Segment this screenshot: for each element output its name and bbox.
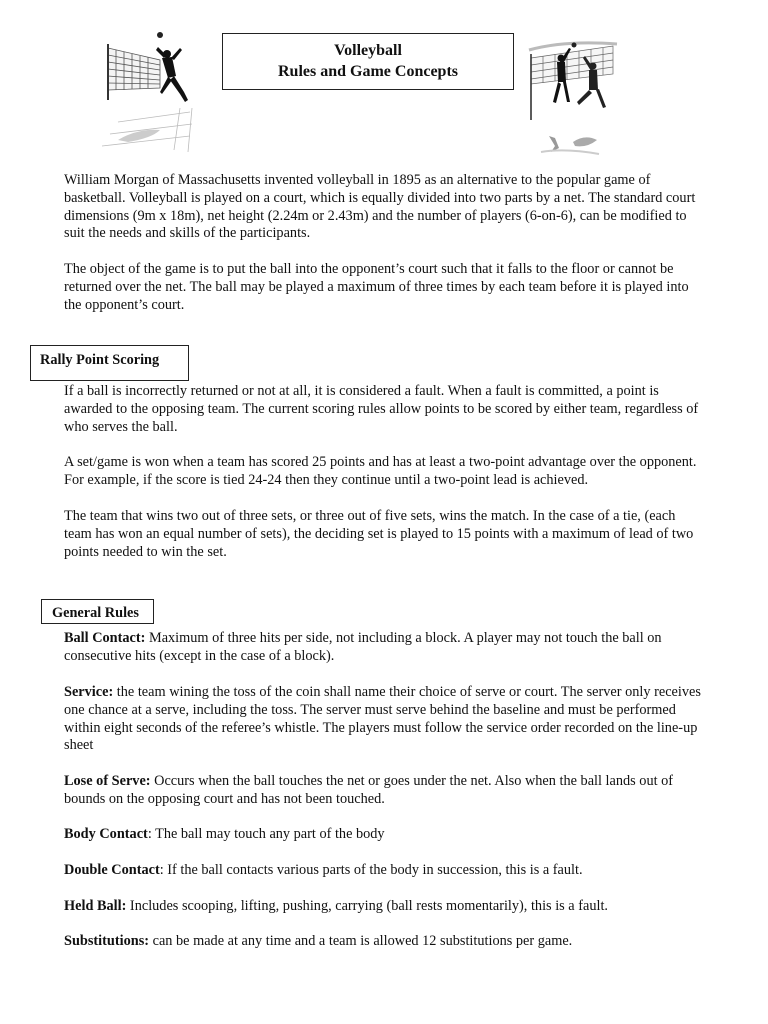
general-rules-heading (41, 599, 154, 624)
rule-term: Held Ball: (64, 898, 127, 914)
rule-term: Ball Contact: (64, 630, 146, 646)
rule-service (64, 684, 704, 755)
rally-heading-text: Rally Point Scoring (40, 352, 160, 368)
rule-ball-contact (64, 630, 704, 666)
rule-text: Maximum of three hits per side, not including a block. A player may not touch the ball on consecutive hits (except in the case of a block). (64, 630, 662, 664)
rule-text: the team wining the toss of the coin shall name their choice of serve or court. The server only receives one chance at a serve, including the toss. The server must serve behind the baseline and must be performed within eight seconds of the referee’s whistle. The players must follow the service order recorded on the line-up sheet (64, 684, 701, 754)
rule-substitutions (64, 933, 704, 951)
rally-paragraph-3: The team that wins two out of three sets, or three out of five sets, wins the match. In the case of a tie, (each team has won an equal number of sets), the deciding set is played to 15 points with a maximum of lead of two points needed to win the set. (64, 508, 694, 560)
rally-paragraph-2: A set/game is won when a team has scored 25 points and has at least a two-point advantage over the opponent. For example, if the score is tied 24-24 then they continue until a two-point lead is achieved. (64, 454, 697, 488)
rule-text: can be made at any time and a team is allowed 12 substitutions per game. (149, 933, 573, 949)
rule-held-ball (64, 898, 704, 916)
rule-term: Double Contact (64, 862, 160, 878)
document-title-box (222, 33, 514, 90)
rule-term: Body Contact (64, 826, 148, 842)
rule-double-contact (64, 862, 704, 880)
intro-paragraph-1: William Morgan of Massachusetts invented volleyball in 1895 as an alternative to the popular game of basketball. Volleyball is played on a court, which is equally divided into two parts by a net. The standard court dimensions (9m x 18m), net height (2.24m or 2.43m) and the number of players (6-on-6), can be modified to suit the needs and skills of the participants. (64, 172, 696, 242)
rule-lose-of-serve (64, 773, 704, 809)
rule-term: Lose of Serve: (64, 773, 151, 789)
rule-term: Service: (64, 684, 114, 700)
rule-term: Substitutions: (64, 933, 150, 949)
rally-paragraph-1: If a ball is incorrectly returned or not at all, it is considered a fault. When a fault is committed, a point is awarded to the opposing team. The current scoring rules allow points to be scored by either team, regardless of who serves the ball. (64, 383, 699, 435)
rule-text: Includes scooping, lifting, pushing, carrying (ball rests momentarily), this is a fault. (126, 898, 608, 914)
rally-point-scoring-heading (30, 345, 189, 381)
document-subtitle: Rules and Game Concepts (277, 63, 458, 80)
rule-text: : The ball may touch any part of the body (147, 826, 385, 842)
rule-text: : If the ball contacts various parts of the body in succession, this is a fault. (159, 862, 583, 878)
rule-text: Occurs when the ball touches the net or goes under the net. Also when the ball lands out of bounds on the opposing court and has not been touched. (64, 773, 674, 807)
general-heading-text: General Rules (52, 605, 139, 621)
volleyball-spiker-clipart-icon (98, 30, 198, 154)
rule-body-contact (64, 826, 704, 844)
document-title: Volleyball (334, 42, 402, 59)
volleyball-net-players-clipart-icon (525, 36, 620, 156)
intro-paragraph-2: The object of the game is to put the ball into the opponent’s court such that it falls to the floor or cannot be returned over the net. The ball may be played a maximum of three times by each team before it is played into the opponent’s court. (64, 261, 689, 313)
